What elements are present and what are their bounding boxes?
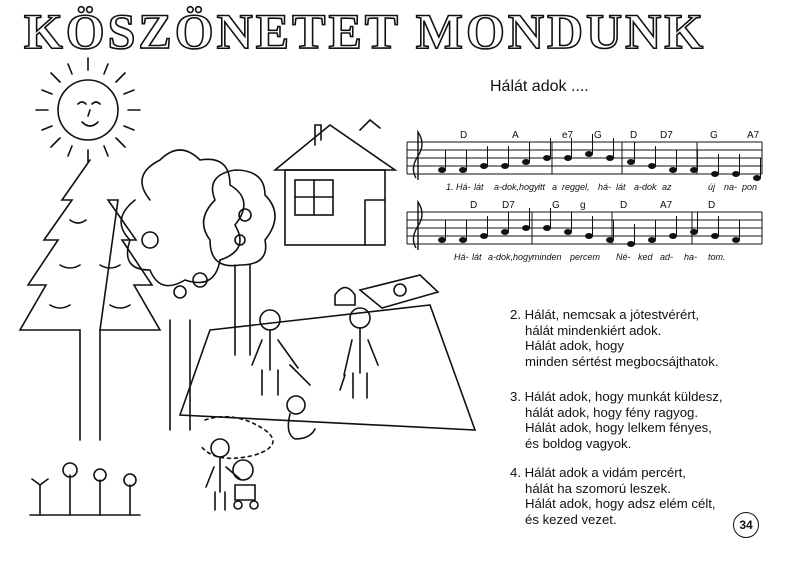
note-head: [711, 233, 719, 239]
lyric-syllable: ked: [638, 252, 653, 262]
note-head: [543, 225, 551, 231]
note-head: [627, 241, 635, 247]
note-head: [438, 167, 446, 173]
garden-plot-drawing: [180, 305, 475, 458]
lyric-syllable: lát: [474, 182, 484, 192]
verse-3: [510, 389, 723, 451]
note-head: [606, 155, 614, 161]
verse-line: 4. Hálát adok a vidám percért,: [510, 465, 686, 480]
verse-line: és kezed vezet.: [525, 511, 617, 527]
note-head: [669, 167, 677, 173]
lyric-syllable: pon: [742, 182, 758, 192]
verse-line: hálát ha szomorú leszek.: [525, 480, 671, 496]
note-head: [585, 151, 593, 157]
lyric-syllable: minden: [532, 252, 562, 262]
note-head: [543, 155, 551, 161]
note-head: [501, 229, 509, 235]
note-head: [522, 159, 530, 165]
chord-label: D: [630, 130, 638, 141]
chord-label: D: [470, 200, 478, 211]
note-head: [627, 159, 635, 165]
leafy-tree-drawing: [121, 150, 275, 430]
note-head: [711, 171, 719, 177]
note-head: [564, 229, 572, 235]
note-head: [501, 163, 509, 169]
note-head: [480, 163, 488, 169]
lyric-syllable: tom.: [708, 252, 726, 262]
note-head: [459, 167, 467, 173]
house-drawing: [275, 120, 395, 245]
lyric-syllable: 1. Há-: [446, 182, 471, 192]
lyric-syllable: Há-: [454, 252, 469, 262]
chord-label: A: [512, 130, 519, 141]
pine-tree-drawing: [20, 160, 160, 440]
lyric-syllable: a: [552, 182, 558, 192]
lyric-syllable: új: [708, 182, 716, 192]
lyric-syllable: itt: [538, 182, 546, 192]
verse-line: hálát adok, hogy fény ragyog.: [525, 404, 699, 420]
verse-line: 2. Hálát, nemcsak a jótestvérért,: [510, 307, 700, 322]
note-head: [459, 237, 467, 243]
treble-clef-icon: [413, 202, 422, 250]
verse-line: 3. Hálát adok, hogy munkát küldesz,: [510, 389, 723, 404]
lyric-syllable: lát: [616, 182, 626, 192]
chord-label: A7: [660, 200, 673, 211]
note-head: [690, 167, 698, 173]
sun-drawing: [36, 58, 140, 162]
song-title: Hálát adok ....: [490, 78, 589, 95]
verse-line: Hálát adok, hogy lelkem fényes,: [525, 420, 712, 435]
chord-label: g: [580, 200, 586, 211]
lyric-syllable: a-dok: [634, 182, 657, 192]
note-head: [732, 171, 740, 177]
chord-label: D7: [660, 130, 673, 141]
lyric-syllable: lát: [472, 252, 482, 262]
chord-label: G: [552, 200, 560, 211]
verse-line: hálát mindenkiért adok.: [525, 322, 662, 338]
note-head: [669, 233, 677, 239]
note-head: [606, 237, 614, 243]
flowers-drawing: [30, 463, 140, 515]
verse-4: [510, 465, 716, 527]
picnic-blanket-drawing: [335, 275, 438, 308]
chord-label: D: [708, 200, 716, 211]
note-head: [564, 155, 572, 161]
page-title: KÖSZÖNETET MONDUNK: [23, 3, 707, 59]
lyric-syllable: a-dok,hogy: [494, 182, 539, 192]
verse-line: és boldog vagyok.: [525, 435, 632, 451]
note-head: [438, 237, 446, 243]
lyric-syllable: ha-: [684, 252, 698, 262]
lyric-syllable: Né-: [616, 252, 631, 262]
verse-line: minden sértést megbocsájthatok.: [525, 353, 719, 369]
chord-label: e7: [562, 130, 574, 141]
treble-clef-icon: [413, 132, 422, 180]
note-head: [732, 237, 740, 243]
lyric-syllable: percem: [570, 252, 601, 262]
chord-label: G: [594, 130, 602, 141]
lyric-syllable: ad-: [660, 252, 674, 262]
sheet-music: [402, 130, 772, 270]
note-head: [585, 233, 593, 239]
verse-2: [510, 307, 719, 369]
lyric-syllable: az: [662, 182, 672, 192]
chord-label: D: [460, 130, 468, 141]
chord-label: A7: [747, 130, 760, 141]
note-head: [648, 237, 656, 243]
lyric-syllable: há-: [598, 182, 612, 192]
verse-line: Hálát adok, hogy adsz elém célt,: [525, 496, 716, 511]
lyric-syllable: a-dok,hogy: [488, 252, 533, 262]
note-head: [690, 229, 698, 235]
verse-line: Hálát adok, hogy: [525, 338, 624, 353]
chord-label: D7: [502, 200, 515, 211]
children-drawing: [206, 308, 378, 510]
note-head: [522, 225, 530, 231]
lyric-syllable: na-: [724, 182, 738, 192]
lyric-syllable: reggel,: [562, 182, 590, 192]
note-head: [648, 163, 656, 169]
chord-label: G: [710, 130, 718, 141]
note-head: [480, 233, 488, 239]
note-head: [753, 175, 761, 181]
page-number: 34: [733, 512, 759, 538]
chord-label: D: [620, 200, 628, 211]
